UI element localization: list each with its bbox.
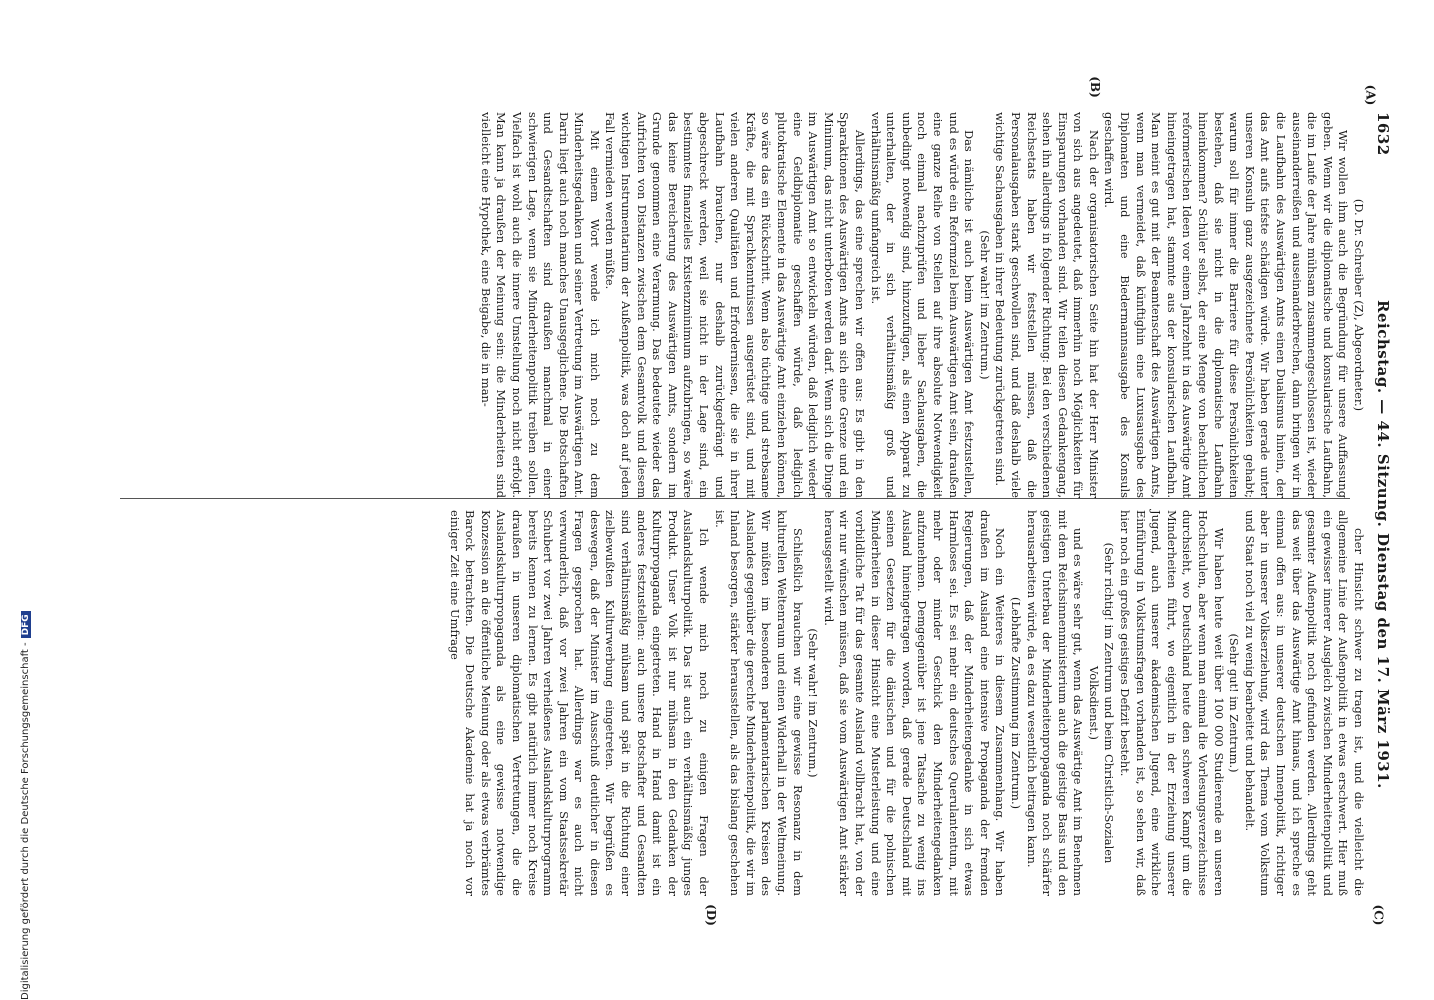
dfg-logo: DFG <box>21 611 31 638</box>
margin-marker-c: (C) <box>1371 904 1386 926</box>
margin-marker-b: (B) <box>1087 76 1102 98</box>
page-number: 1632 <box>1374 112 1392 156</box>
right-column <box>126 510 1366 896</box>
left-column <box>126 112 1366 498</box>
margin-marker-a: (A) <box>1363 84 1378 106</box>
interjection: (Sehr wahr! im Zentrum.) <box>806 628 821 778</box>
paragraph: Ich wende mich noch zu einigen Fragen der Auslandskulturpolitik. Das ist auch ein verhältnismäßig junges Produkt. Unser Volk ist nur mühsam in den Gedanken der Kulturpropaganda eingetreten. Hand in Hand damit ist ein anderes festzustellen: auch unsere Botschafter und Gesandten sind verhältnismäßig mühsam und spät in die Richtung einer zielbewußten Kulturwerbung eingetreten. Wir begrüßen es deswegen, daß der Minister im Ausschuß deutlicher in diesen Fragen gesprochen hat. Allerdings war es auch nicht verwunderlich, daß vor zwei Jahren ein vom Staatssekretär Schubert vor zwei Jahren verheißenes Auslandskulturprogramm bereits kennen zu lernen. Es gibt natürlich immer noch Kreise draußen in unseren diplomatischen Vertretungen, die die Auslandskulturpropaganda als eine gewisse notwendige Konzession an die öffentliche Meinung oder als etwas verbrämtes Barock betrachten. Die Deutsche Akademie hat ja noch vor einiger Zeit eine Umfrage <box>447 510 712 896</box>
paragraph: Nach der organisatorischen Seite hin hat der Herr Minister von sich aus angedeutet, daß immerhin noch Möglichkeiten für Einsparungen vorhanden sind. Wir teilen diesen Gedankengang, sehen ihn allerdings in folgender Richtung: Bei den verschiedenen Reichsetats haben wir feststellen müssen, daß die Personalausgaben stark geschwollen sind, und daß deshalb viele wichtige Sachausgaben in ihrer Bedeutung zurückgetreten sind. <box>993 112 1101 498</box>
paragraph: Schließlich brauchen wir eine gewisse Resonanz in dem kulturellen Weltenraum und einen Widerhall in der Weltmeinung. Wir müßten im besonderen parlamentarischen Kreisen des Auslandes gegenüber die gerechte Minderheitenpolitik, die wir im Inland besorgen, stärker herausstellen, als das bislang geschehen ist. <box>712 510 805 896</box>
paragraph: cher Hinsicht schwer zu tragen ist, und die vielleicht die allgemeine Linie der Außenpolitik in etwas erschwert. Hier muß ein gewisser innerer Ausgleich zwischen Minderheitenpolitik und gesamter Außenpolitik noch gefunden werden. Allerdings geht das weit über das Auswärtige Amt hinaus, und ich spreche es einmal offen aus: in unserer deutschen Innenpolitik, richtiger aber in unserer Volkserziehung, wird das Thema vom Volkstum und Staat noch viel zu wenig bearbeitet und behandelt. <box>1242 510 1366 896</box>
paragraph: Mit einem Wort wende ich mich noch zu dem Minderheitsgedanken und seiner Vertretung im Auswärtigen Amt. Darin liegt auch noch manches Unausgeglichene. Die Botschaften und Gesandtschaften sind draußen manchmal in einer schwierigen Lage, wenn sie Minderheitenpolitik treiben sollen. Vielfach ist wohl auch die innere Umstellung noch nicht erfolgt. Man kann ja draußen der Meinung sein: die Minderheiten sind vielleicht eine Hypothek, eine Beigabe, die in man- <box>478 112 602 498</box>
interjection: (Sehr gut! im Zentrum.) <box>1227 633 1242 773</box>
interjection: (Lebhafte Zustimmung im Zentrum.) <box>1008 596 1023 810</box>
running-title: Reichstag. — 44. Sitzung. Dienstag den 17. März 1931. <box>1374 300 1392 789</box>
paragraph: Das nämliche ist auch beim Auswärtigen Amt festzustellen, und es würde ein Reformziel beim Auswärtigen Amt sein, draußen eine ganze Reihe von Stellen auf ihre absolute Notwendigkeit noch einmal nachzuprüfen und lieber Sachausgaben, die unbedingt notwendig sind, hinzuzufügen, als einen Apparat zu unterhalten, der in sich verhältnismäßig groß und verhältnismäßig umfangreich ist. <box>868 112 977 498</box>
speaker-line: (D. Dr. Schreiber (Z), Abgeordneter.) <box>1352 198 1366 412</box>
column-divider <box>120 498 1350 499</box>
margin-marker-d: (D) <box>703 904 718 926</box>
digitization-credit <box>20 611 31 1000</box>
paragraph: Allerdings, das eine sprechen wir offen aus: Es gibt in den Sparaktionen des Auswärtigen Amts an sich eine Grenze und ein Minimum, das nicht unterboten werden darf. Wenn sich die Dinge im Auswärtigen Amt so entwickeln würden, daß lediglich wieder eine Geldbiplomatie geschaffen würde, daß lediglich plutokratische Elemente in das Auswärtige Amt einziehen können, so wäre das ein Rückschritt. Wenn also tüchtige und strebsame Kräfte, die mit Sprachkenntnissen ausgerüstet sind, und mit vielen anderen Qualitäten und Erfordernissen, die sie in ihrer Laufbahn brauchen, nur deshalb zurückgedrängt und abgeschreckt werden, weil sie nicht in der Lage sind, ein bestimmtes finanzielles Existenzminimum aufzubringen, so wäre das keine Bereicherung des Auswärtigen Amts, sondern im Grunde genommen eine Verarmung. Das bedeutete wieder das Aufrichten von Distanzen zwischen dem Gesamtvolk und diesem wichtigen Instrumentarium der Außenpolitik, was doch auf jeden Fall vermieden werden müßte. <box>603 112 867 498</box>
paragraph: Noch ein Weiteres in diesem Zusammenhang. Wir haben draußen im Ausland eine intensive Propaganda der fremden Regierungen, daß der Minderheitengedanke in sich etwas Harmloses sei. Es sei mehr ein deutsches Querulantentum, mit mehr oder minder Geschick den Minderheitengedanken aufzunehmen. Demgegenüber ist jene Tatsache zu wenig ins Ausland hineingetragen worden, daß gerade Deutschland mit seinen Gesetzen für die dänischen und für die polnischen Minderheiten in dieser Hinsicht eine Musterleistung und eine vorbildliche Tat für das gesamte Ausland vollbracht hat, von der wir nur wünschen müssen, daß sie vom Auswärtigen Amt stärker herausgestellt wird. <box>821 510 1008 896</box>
paragraph: und es wäre sehr gut, wenn das Auswärtige Amt im Benehmen mit dem Reichsinnenministerium auch die geistige Basis und den geistigen Unterbau der Minderheitenpropaganda noch schärfer herausarbeiten würde, da es dazu wesentlich beitragen kann. <box>1024 510 1086 896</box>
paragraph: Wir wollen ihm auch die Begründung für unsere Auffassung geben. Wenn wir die diplomatische und konsularische Laufbahn, die im Laufe der Jahre mühsam zusammengeschlossen ist, wieder auseinanderreißen und auseinanderbrechen, dann bringen wir in die Laufbahn des Auswärtigen Amts einen Dualismus hinein, der das Amt aufs tiefste schädigen würde. Wir haben gerade unter unseren Konsuln ganz ausgezeichnete Persönlichkeiten gehabt; warum soll für immer die Barriere für diese Persönlichkeiten bestehen, daß sie nicht in die diplomatische Laufbahn hineinkommen? Schüler selbst, der eine Menge von beachtlichen reformerischen Ideen vor einem Jahrzehnt in das Auswärtige Amt hineingetragen hat, stammte aus der konsularischen Laufbahn. Man meint es gut mit der Beamtenschaft des Auswärtigen Amts, wenn man vermeidet, daß künftighin eine Luxusausgabe des Diplomaten und eine Biedermannsausgabe des Konsuls geschaffen wird. <box>1102 112 1351 498</box>
interjection: (Sehr richtig! im Zentrum und beim Christlich-Sozialen Volksdienst.) <box>1086 542 1117 864</box>
paragraph: Wir haben heute weit über 100 000 Studierende an unseren Hochschulen, aber wenn man einmal die Vorlesungsverzeichnisse durchsieht, wo Deutschland heute den schweren Kampf um die Minderheiten führt, wo eigentlich in der Erziehung unserer Jugend, auch unserer akademischen Jugend, eine wirkliche Einführung in Volkstumsfragen vorhanden ist, so sehen wir, daß hier noch ein großes geistiges Defizit besteht. <box>1118 510 1226 896</box>
credit-text: Digitalisierung gefördert durch die Deutsche Forschungsgemeinschaft - <box>20 642 31 1000</box>
interjection: (Sehr wahr! im Zentrum.) <box>977 230 992 380</box>
